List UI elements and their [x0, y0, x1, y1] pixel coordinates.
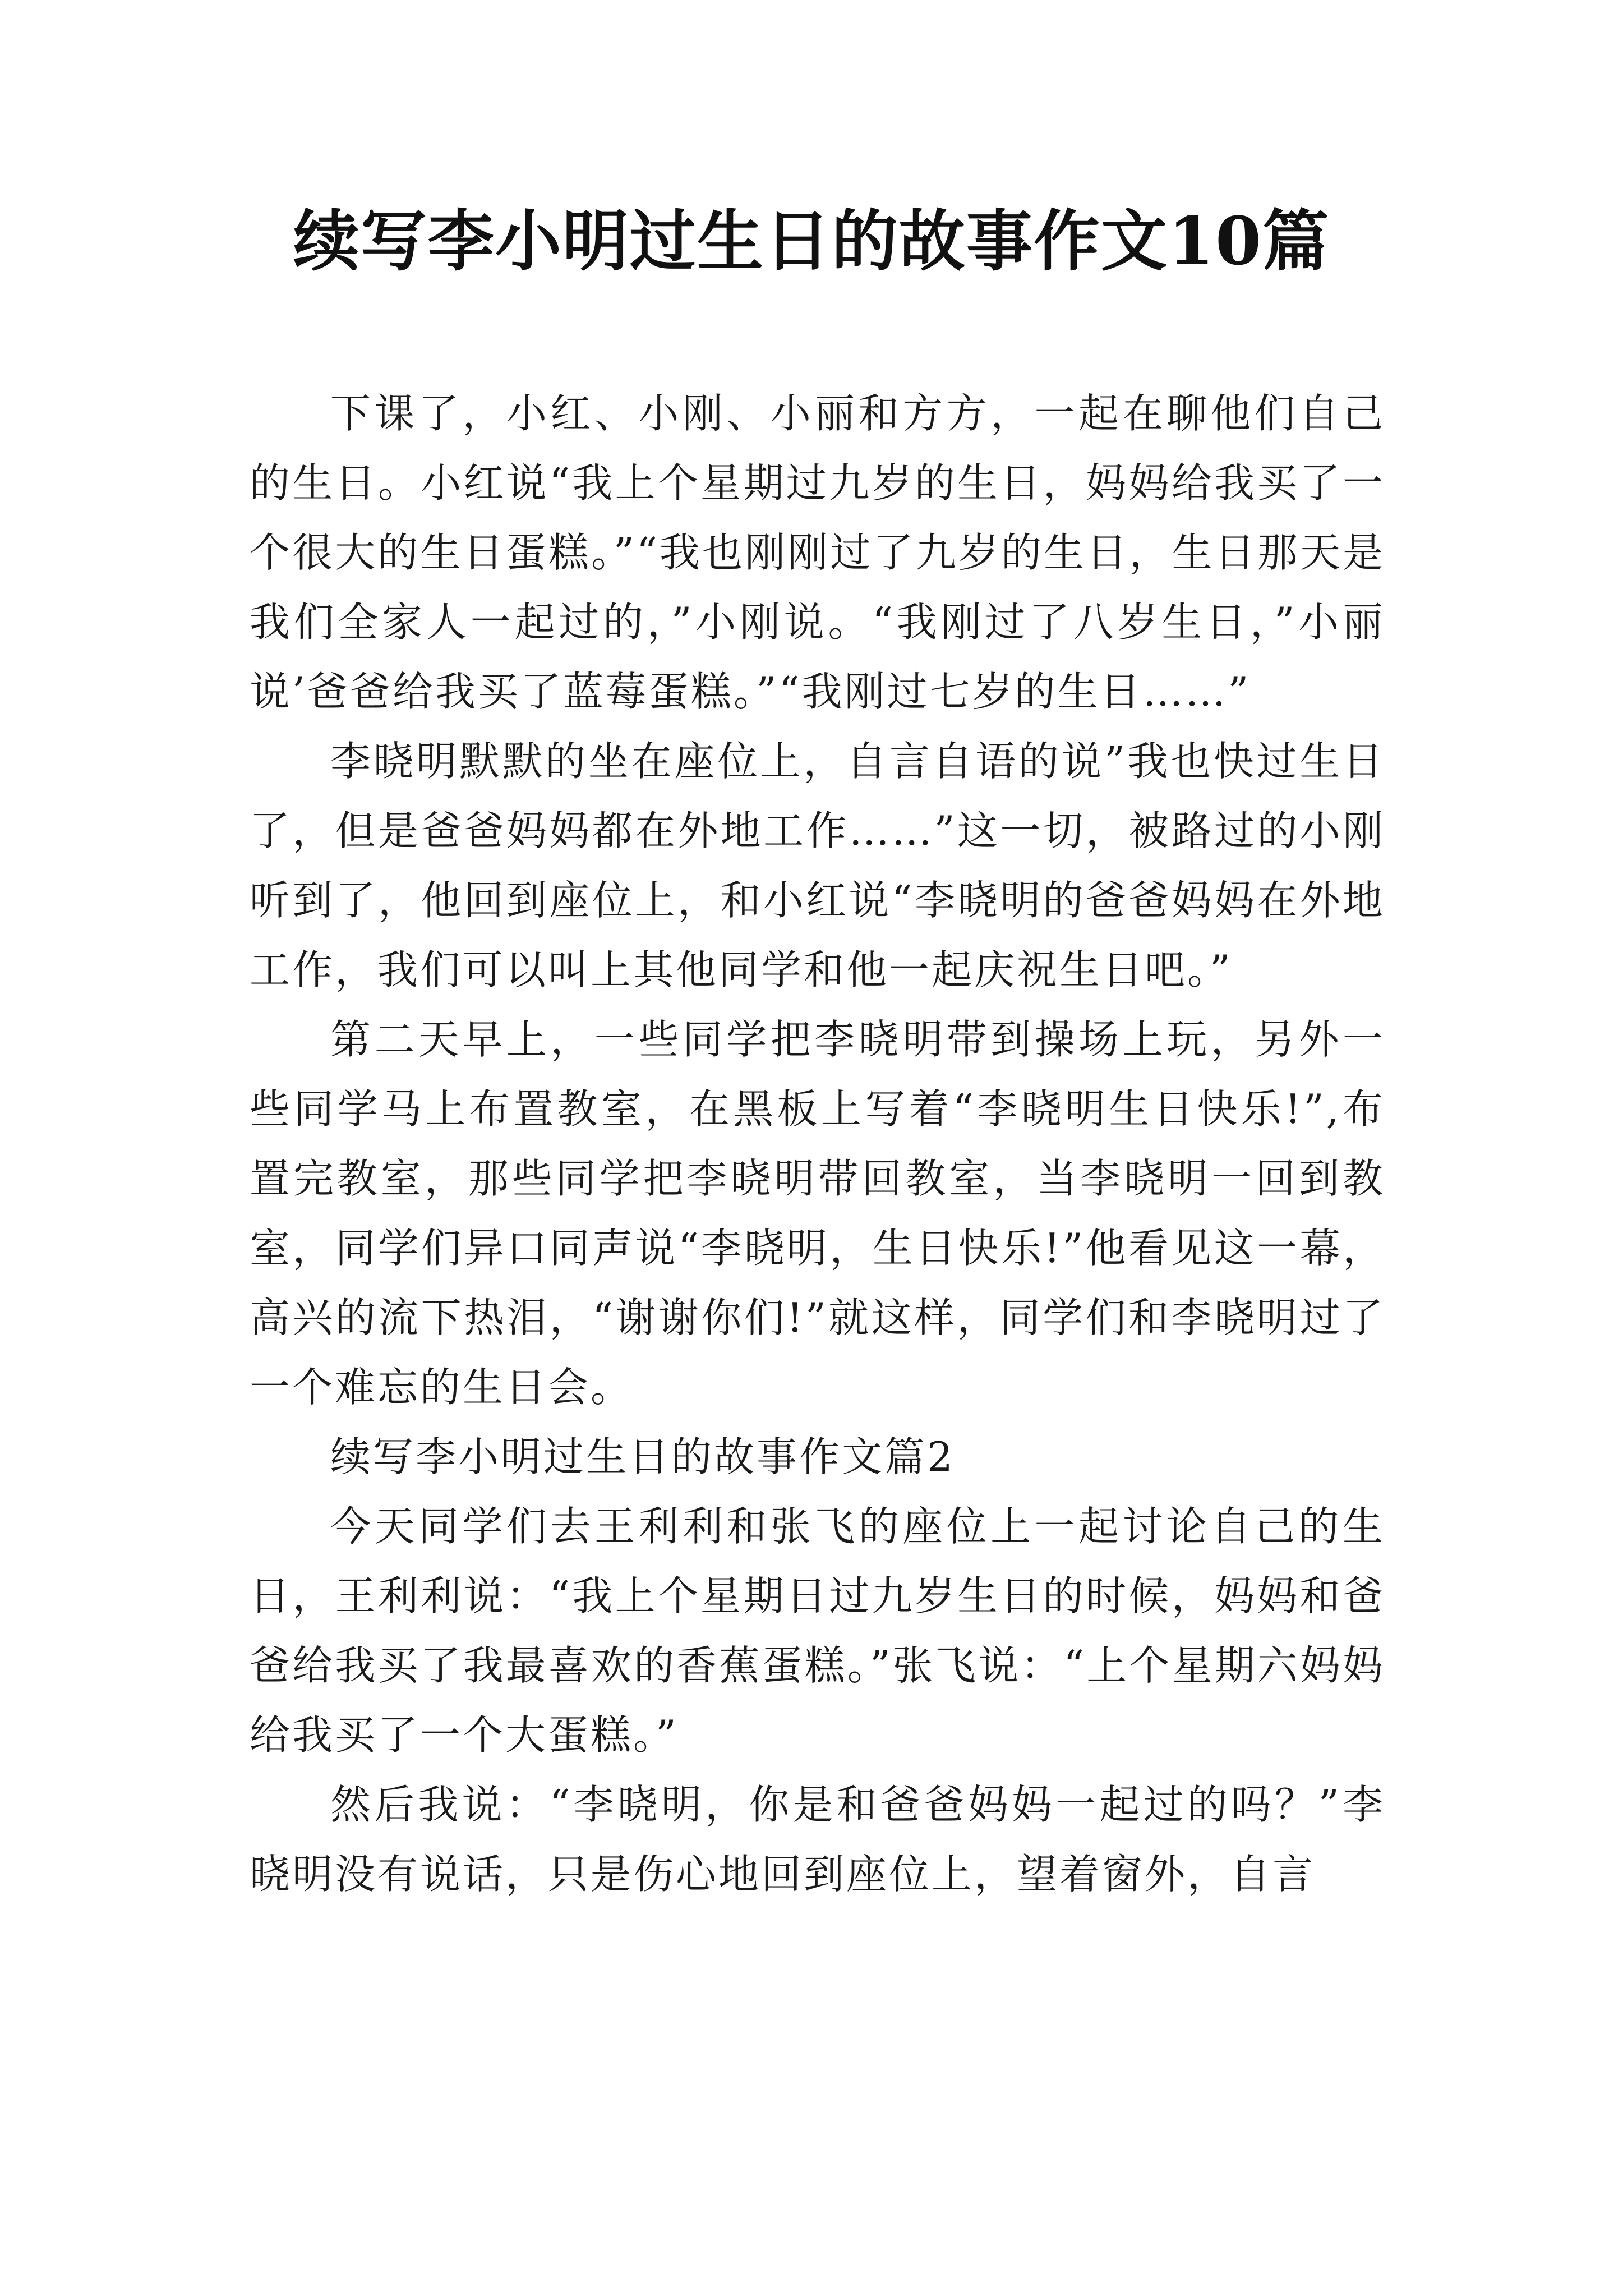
paragraph: 下课了，小红、小刚、小丽和方方，一起在聊他们自己的生日。小红说“我上个星期过九岁的生日，妈妈给我买了一个很大的生日蛋糕。”“我也刚刚过了九岁的生日，生日那天是我们全家人一起过的，”小刚说。“我刚过了八岁生日，”小丽说’爸爸给我买了蓝莓蛋糕。”“我刚过七岁的生日……” — [250, 390, 1385, 715]
document-title: 续写李小明过生日的故事作文10篇 — [293, 202, 1330, 280]
paragraph: 然后我说：“李晓明，你是和爸爸妈妈一起过的吗？”李晓明没有说话，只是伤心地回到座位上，望着窗外，自言 — [250, 1781, 1385, 1898]
document-body — [250, 379, 1385, 1909]
paragraph: 今天同学们去王利利和张飞的座位上一起讨论自己的生日，王利利说：“我上个星期日过九岁生日的时候，妈妈和爸爸给我买了我最喜欢的香蕉蛋糕。”张飞说：“上个星期六妈妈给我买了一个大蛋糕。” — [250, 1503, 1385, 1759]
paragraph: 第二天早上，一些同学把李晓明带到操场上玩，另外一些同学马上布置教室，在黑板上写着“李晓明生日快乐!”,布置完教室，那些同学把李晓明带回教室，当李晓明一回到教室，同学们异口同声说“李晓明，生日快乐!”他看见这一幕，高兴的流下热泪，“谢谢你们!”就这样，同学们和李晓明过了一个难忘的生日会。 — [250, 1016, 1385, 1411]
section-heading: 续写李小明过生日的故事作文篇2 — [330, 1433, 955, 1480]
paragraph: 李晓明默默的坐在座位上，自言自语的说”我也快过生日了，但是爸爸妈妈都在外地工作……”这一切，被路过的小刚听到了，他回到座位上，和小红说“李晓明的爸爸妈妈在外地工作，我们可以叫上其他同学和他一起庆祝生日吧。” — [250, 738, 1385, 993]
